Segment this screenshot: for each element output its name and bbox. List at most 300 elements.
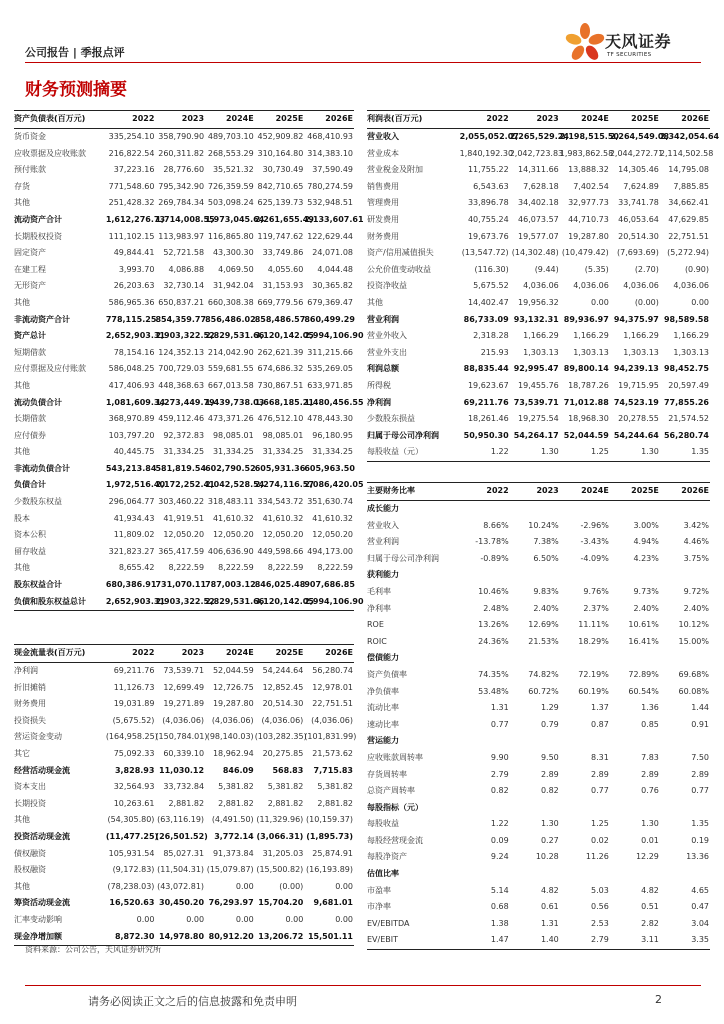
row-label: EV/EBIT (367, 932, 460, 949)
cell-value: 586,965.36 (108, 297, 155, 307)
cell-value: 559,681.55 (207, 364, 254, 374)
table-row (367, 278, 710, 295)
cell-value: 4.46% (683, 537, 709, 547)
table-row (14, 912, 354, 929)
row-label: 营业税金及附加 (367, 165, 423, 175)
cell-value: 476,512.10 (257, 414, 304, 424)
cell-value: 787,003.12 (205, 580, 256, 590)
cell-value: 52,044.59 (563, 430, 609, 440)
column-header: 2026E (660, 111, 710, 129)
cell-value (660, 800, 710, 817)
cell-value: 2,881.82 (168, 798, 205, 808)
cell-value: 69,211.76 (113, 666, 155, 675)
table-row (14, 146, 354, 163)
cell-value: 468,410.93 (307, 132, 353, 141)
cell-value: 19,275.54 (518, 414, 559, 424)
cell-value: 1.36 (641, 703, 659, 713)
table-row (367, 932, 710, 949)
cell-value: 98,085.01 (212, 430, 254, 440)
row-label: 其他 (14, 815, 30, 825)
row-label: 偿债能力 (367, 653, 399, 663)
row-label: 获利能力 (367, 570, 399, 580)
cell-value: 2,261,655.49 (254, 214, 314, 224)
cell-value: 12,050.20 (163, 530, 205, 540)
table-row (14, 345, 354, 362)
row-label: 归属于母公司净利润 (367, 553, 439, 563)
cell-value: 2,652,903.31 (106, 594, 156, 611)
cell-value: 1.40 (510, 932, 560, 949)
cell-value: 2,829,531.66 (205, 331, 265, 341)
row-label: 股本 (14, 513, 30, 523)
cell-value: 311,215.66 (307, 347, 353, 357)
cell-value: 2.89 (591, 769, 609, 779)
cell-value: 14,305.46 (618, 165, 659, 175)
cell-value: 5,675.52 (473, 281, 509, 291)
cell-value: (103,282.35) (254, 732, 307, 742)
cell-value: 74.35% (478, 669, 509, 679)
cell-value: 1.44 (691, 703, 709, 713)
cell-value: 9,681.01 (313, 898, 353, 908)
row-label: 投资净收益 (367, 281, 407, 291)
row-label: 营业外收入 (367, 331, 407, 341)
cell-value: 72.19% (578, 669, 609, 679)
cell-value: 41,934.43 (113, 513, 155, 523)
column-header: 2025E (255, 111, 305, 129)
cell-value (660, 567, 710, 584)
cell-value: 25,874.91 (312, 848, 353, 858)
cell-value: 12.69% (528, 620, 559, 630)
column-header: 2023 (510, 483, 560, 501)
cell-value: 9.50 (540, 752, 559, 762)
cell-value: 0.77 (691, 786, 709, 796)
cell-value: 12,852.45 (262, 682, 304, 692)
table-row (367, 767, 710, 784)
table-row (367, 212, 710, 229)
cell-value: 16,520.63 (109, 898, 155, 908)
table-row (14, 796, 354, 813)
row-label: 短期借款 (14, 347, 46, 357)
cell-value: -3.43% (580, 537, 609, 547)
cell-value: 2.89 (691, 769, 709, 779)
cell-value: (63,116.19) (157, 815, 205, 825)
table-row (14, 477, 354, 494)
column-header: 2022 (106, 111, 156, 129)
cell-value: 4.94% (633, 537, 659, 547)
cell-value: 75,092.33 (113, 748, 155, 758)
table-row (14, 295, 354, 312)
cell-value: 19,287.80 (568, 231, 609, 241)
cell-value: 406,636.90 (207, 546, 254, 556)
table-row (14, 212, 354, 229)
row-label: 每股收益（元） (367, 444, 460, 461)
row-label: 投资活动现金流 (14, 831, 70, 841)
cell-value: 7,402.54 (573, 181, 609, 191)
cell-value: 5.03 (591, 885, 609, 895)
cell-value: 10.12% (678, 620, 709, 630)
cell-value (660, 501, 710, 518)
cell-value: 2,994,106.90 (304, 594, 354, 611)
cell-value: 12,726.75 (212, 682, 254, 692)
row-label: 营业收入 (367, 520, 399, 530)
cell-value: 13,888.32 (568, 165, 609, 175)
cell-value: 41,610.32 (262, 513, 304, 523)
company-logo (567, 23, 707, 65)
table-row (14, 713, 354, 730)
cell-value: 1,166.29 (623, 331, 659, 341)
cell-value: 16.41% (628, 636, 659, 646)
cell-value: (0.00) (634, 297, 659, 307)
header-divider (25, 62, 701, 63)
cell-value: 1.37 (591, 703, 609, 713)
row-label: 每股经营现金流 (367, 835, 423, 845)
table-row (367, 129, 710, 146)
row-label: 资本公积 (14, 530, 46, 540)
row-label: 净利率 (367, 603, 391, 613)
cell-value: 56,280.74 (312, 666, 353, 675)
cell-value: 54,244.64 (613, 430, 659, 440)
cell-value: 9.83% (533, 586, 559, 596)
cell-value: 33,732.84 (163, 782, 205, 792)
cell-value (460, 567, 510, 584)
cell-value: 351,630.74 (307, 497, 353, 507)
cell-value: 1,303.13 (673, 347, 709, 357)
cell-value: 7.50 (691, 752, 709, 762)
column-header: 2026E (660, 483, 710, 501)
cell-value: 602,790.52 (205, 463, 256, 473)
column-header: 2024E (205, 645, 255, 663)
cell-value: (43,072.81) (157, 881, 205, 891)
cell-value: 3,120,142.05 (254, 331, 314, 341)
table-row (367, 229, 710, 246)
cell-value: (4,036.06) (311, 715, 353, 725)
cell-value: 1.30 (540, 819, 559, 829)
cell-value: 0.51 (641, 902, 659, 912)
cell-value (510, 800, 560, 817)
table-row (14, 195, 354, 212)
cell-value: 2.40% (633, 603, 659, 613)
table-row (14, 511, 354, 528)
table-row (14, 560, 354, 577)
cell-value: 2,265,529.24 (509, 132, 569, 141)
cell-value: 21.53% (528, 636, 559, 646)
cell-value: 1,166.29 (573, 331, 609, 341)
cell-value: 6.50% (533, 553, 559, 563)
cell-value: 0.00 (335, 881, 353, 891)
row-label: ROE (367, 620, 384, 630)
row-label: 留存收益 (14, 546, 46, 556)
cell-value: 3.11 (610, 932, 660, 949)
cell-value: (15,500.82) (256, 865, 304, 875)
cell-value: 60,339.10 (163, 748, 205, 758)
table-row (367, 312, 710, 329)
cell-value: 2.37% (583, 603, 609, 613)
cell-value: 122,629.44 (307, 231, 353, 241)
table-row (367, 534, 710, 551)
cell-value: (0.90) (684, 264, 709, 274)
table-row (367, 717, 710, 734)
cell-value: 1.38 (490, 918, 509, 928)
cell-value: 0.00 (235, 914, 254, 924)
logo-subtext: TF SECURITIES (607, 52, 652, 58)
cell-value: 2,881.82 (218, 798, 254, 808)
cell-value: 56,280.74 (663, 430, 709, 440)
cell-value: 31,942.04 (212, 281, 254, 291)
row-label: 利润总额 (367, 364, 399, 374)
cell-value: 40,445.75 (113, 447, 155, 457)
cell-value: 860,499.29 (304, 314, 355, 324)
row-label: 资产总计 (14, 331, 46, 341)
cell-value: 98,452.75 (663, 364, 709, 374)
cell-value: 12,978.01 (312, 682, 353, 692)
cell-value: 24.36% (478, 636, 509, 646)
report-type-header: 公司报告 | 季报点评 (25, 46, 125, 59)
cell-value: 11.26 (585, 852, 609, 862)
cell-value: 105,931.54 (108, 848, 155, 858)
cell-value: 9.24 (490, 852, 509, 862)
cell-value: 11.11% (578, 620, 609, 630)
row-label: ROIC (367, 636, 387, 646)
cell-value: 78,154.16 (113, 347, 155, 357)
financial-ratios-table (367, 482, 710, 950)
table-row (367, 361, 710, 378)
cell-value: 858,486.57 (254, 314, 306, 324)
cell-value (560, 866, 610, 883)
cell-value (560, 800, 610, 817)
cell-value: 18,787.26 (568, 380, 609, 390)
cell-value: 0.27 (540, 835, 559, 845)
table-row (14, 594, 354, 611)
cell-value: 2.40% (533, 603, 559, 613)
cell-value: 20,275.85 (262, 748, 304, 758)
row-label: 其他 (14, 297, 30, 307)
cell-value: (101,831.99) (304, 732, 357, 742)
cell-value: 3.35 (660, 932, 710, 949)
row-label: 财务费用 (14, 699, 46, 709)
cell-value: 532,948.51 (307, 198, 353, 208)
cell-value: 4.23% (633, 553, 659, 563)
cell-value: 8,872.30 (106, 929, 156, 946)
column-header: 2022 (106, 645, 156, 663)
cell-value: 41,610.32 (212, 513, 254, 523)
cell-value: (13,547.72) (461, 248, 509, 258)
cell-value: 53.48% (478, 686, 509, 696)
cell-value: 46,073.57 (518, 214, 559, 224)
table-row (14, 129, 354, 146)
table-row (367, 916, 710, 933)
row-label: 股东权益合计 (14, 580, 62, 590)
row-label: 研发费用 (367, 214, 399, 224)
row-label: 营业外支出 (367, 347, 407, 357)
cell-value: 2,114,502.58 (659, 148, 714, 158)
cell-value: 314,383.10 (307, 148, 353, 158)
table-row (14, 663, 354, 680)
cell-value: 20,514.30 (262, 699, 304, 709)
cell-value: 32,977.73 (568, 198, 609, 208)
cell-value: 88,835.44 (463, 364, 509, 374)
cell-value: (7,693.69) (617, 248, 659, 258)
cell-value: 7.38% (533, 537, 559, 547)
cell-value: 1.30 (641, 819, 659, 829)
cell-value: (4,036.06) (162, 715, 205, 725)
table-row (367, 733, 710, 750)
table-row (367, 783, 710, 800)
row-label: 毛利率 (367, 586, 391, 596)
cell-value: 1.30 (610, 444, 660, 461)
column-header: 2024E (560, 483, 610, 501)
cell-value: 37,590.49 (312, 165, 353, 175)
cell-value: 2.79 (560, 932, 610, 949)
cell-value: 0.87 (591, 719, 609, 729)
cell-value: 15,501.11 (304, 929, 354, 946)
cell-value: 2,042,528.54 (205, 480, 265, 490)
table-row (14, 696, 354, 713)
cell-value: 41,610.32 (312, 513, 353, 523)
cell-value: 1,303.13 (573, 347, 609, 357)
cell-value: 80,912.20 (205, 929, 255, 946)
row-label: 每股净资产 (367, 852, 407, 862)
table-row (14, 527, 354, 544)
cell-value: 667,013.58 (207, 380, 254, 390)
cell-value: 15,704.20 (258, 898, 304, 908)
cell-value: (78,238.03) (107, 881, 155, 891)
cell-value: 1,612,276.73 (105, 214, 166, 224)
cell-value: (3,066.31) (256, 831, 304, 841)
cell-value: 11,126.73 (113, 682, 155, 692)
table-header-row (367, 483, 710, 501)
row-label: 净利润 (14, 666, 38, 675)
cell-value: (15,079.87) (206, 865, 254, 875)
cell-value: 30,730.49 (262, 165, 304, 175)
income-statement-table (367, 110, 720, 462)
table-row (367, 501, 710, 518)
table-row (14, 680, 354, 697)
table-row (367, 667, 710, 684)
cell-value: 33,741.78 (618, 198, 659, 208)
cell-value: 60.72% (528, 686, 559, 696)
cell-value: 1,166.29 (673, 331, 709, 341)
cell-value: 473,371.26 (207, 414, 254, 424)
cell-value: 33,749.86 (262, 248, 304, 258)
cell-value: 19,455.76 (518, 380, 559, 390)
cell-value: 9.90 (490, 752, 509, 762)
cell-value: 37,223.16 (113, 165, 155, 175)
table-row (367, 650, 710, 667)
cell-value: 0.01 (641, 835, 659, 845)
cell-value: 73,539.71 (163, 666, 205, 675)
cell-value: 10.46% (478, 586, 509, 596)
cell-value: 69,211.76 (463, 397, 509, 407)
cell-value: 674,686.32 (257, 364, 304, 374)
row-label: 负债合计 (14, 480, 46, 490)
cell-value: (4,036.06) (261, 715, 304, 725)
cell-value: 98,085.01 (262, 430, 304, 440)
cell-value: -2.96% (580, 520, 609, 530)
cell-value: (9.44) (534, 264, 559, 274)
cell-value: 1,714,008.55 (155, 214, 215, 224)
table-header-row (367, 111, 710, 129)
column-header: 2024E (205, 111, 255, 129)
cell-value: 19,271.89 (163, 699, 205, 709)
cell-value: 4,044.48 (317, 264, 353, 274)
cell-value: 568.83 (272, 765, 304, 775)
column-header: 2025E (255, 645, 305, 663)
cell-value: 54,264.17 (513, 430, 559, 440)
cell-value: (1,895.73) (306, 831, 353, 841)
cell-value: 30,365.82 (312, 281, 353, 291)
cell-value: 660,308.38 (207, 297, 254, 307)
page-number: 2 (655, 993, 662, 1006)
cell-value: 7,624.89 (623, 181, 659, 191)
cell-value: 2.40% (683, 603, 709, 613)
table-row (367, 684, 710, 701)
cell-value: 12,699.49 (163, 682, 205, 692)
cell-value: 1,972,516.40 (105, 480, 166, 490)
row-label: 归属于母公司净利润 (367, 430, 439, 440)
cell-value: (10,159.37) (306, 815, 353, 825)
row-label: 非流动资产合计 (14, 314, 70, 324)
cell-value: 20,278.55 (618, 414, 659, 424)
row-label: 其他 (14, 563, 30, 573)
table-row (367, 411, 710, 428)
cell-value: 14,311.66 (518, 165, 559, 175)
row-label: 现金净增加额 (14, 929, 106, 946)
cell-value: 581,819.54 (155, 463, 207, 473)
cell-value: 321,823.27 (108, 546, 155, 556)
cell-value (660, 866, 710, 883)
cell-value: 22,751.51 (668, 231, 709, 241)
cell-value: 1,840,192.30 (459, 148, 514, 158)
cell-value: 69.68% (678, 669, 709, 679)
table-row (367, 849, 710, 866)
table-title: 现金流量表(百万元) (14, 645, 106, 663)
cell-value: 856,486.02 (205, 314, 256, 324)
row-label: 长期股权投资 (14, 231, 62, 241)
cell-value: 535,269.05 (307, 364, 353, 374)
cell-value: 489,703.10 (207, 132, 254, 141)
cell-value: 0.82 (540, 786, 559, 796)
data-source-note: 资料来源：公司公告，天风证券研究所 (25, 945, 161, 954)
table-header-row (14, 645, 354, 663)
column-header: 2026E (304, 111, 354, 129)
row-label: 营业成本 (367, 148, 399, 158)
table-row (367, 584, 710, 601)
row-label: 流动比率 (367, 703, 399, 713)
table-row (367, 551, 710, 568)
table-row (14, 862, 354, 879)
table-row (367, 328, 710, 345)
cell-value: -13.78% (475, 537, 509, 547)
cell-value: 854,359.77 (155, 314, 207, 324)
row-label: 资产负债率 (367, 669, 407, 679)
table-row (367, 634, 710, 651)
table-row (14, 494, 354, 511)
cell-value: 1,983,862.58 (559, 148, 614, 158)
cell-value: 296,064.77 (108, 497, 155, 507)
cell-value: 12.29 (635, 852, 659, 862)
cell-value: 15.00% (678, 636, 709, 646)
row-label: 营业利润 (367, 537, 399, 547)
row-label: 固定资产 (14, 248, 46, 258)
cell-value: 625,139.73 (257, 198, 304, 208)
cell-value: (4,036.06) (211, 715, 254, 725)
cell-value: 92,372.83 (163, 430, 205, 440)
cell-value: 1,668,185.21 (254, 397, 314, 407)
cell-value: 679,369.47 (307, 297, 353, 307)
cell-value: 1.25 (591, 819, 609, 829)
row-label: 存货 (14, 181, 30, 191)
row-label: 销售费用 (367, 181, 399, 191)
cell-value: 503,098.24 (207, 198, 254, 208)
